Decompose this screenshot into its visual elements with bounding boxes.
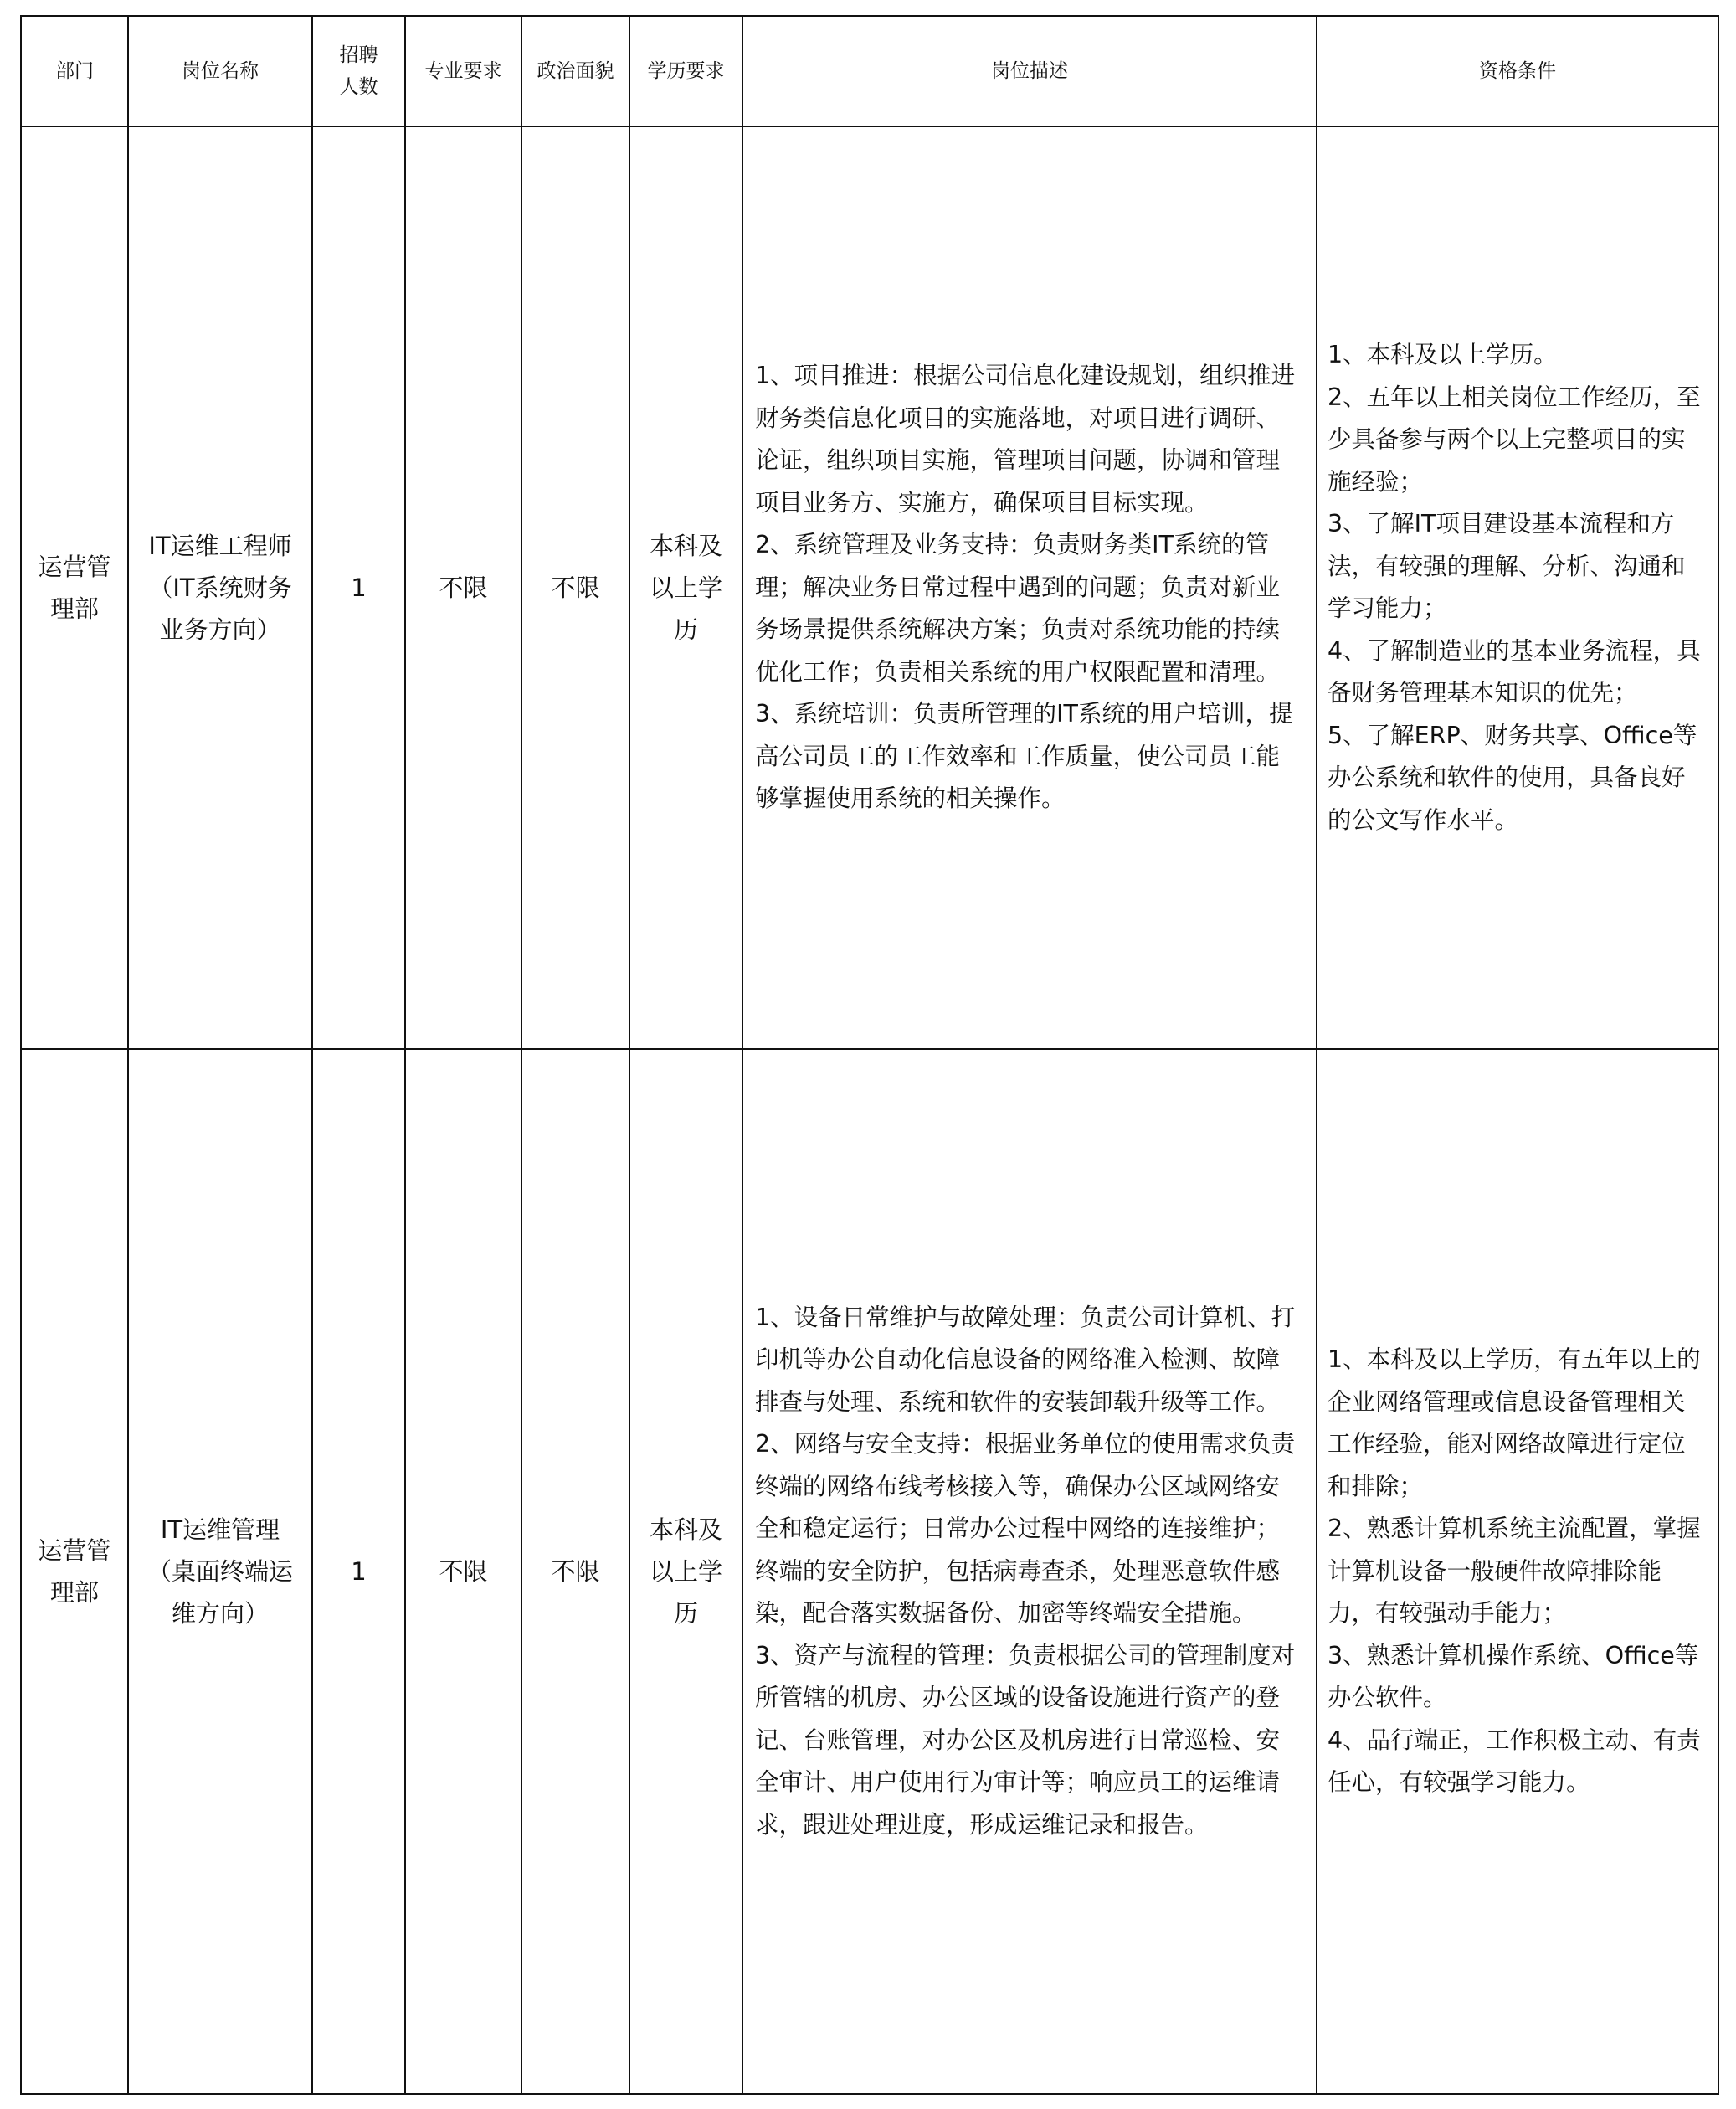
qualifications-text: 1、本科及以上学历，有五年以上的企业网络管理或信息设备管理相关工作经验，能对网络故障进行定位和排除； 2、熟悉计算机系统主流配置，掌握计算机设备一般硬件故障排除能力，有较强动手能力； 3、熟悉计算机操作系统、Office等办公软件。 4、品行端正，工作积极主动、有责任心，有较强学习能力。 (1328, 1345, 1701, 1797)
table-row (21, 126, 1718, 1049)
education-text: 本科及以上学历 (649, 1515, 722, 1628)
department-text: 运营管理部 (38, 1536, 111, 1607)
cell-headcount: 1 (312, 126, 405, 1049)
cell-position (128, 1049, 312, 2094)
header-education: 学历要求 (629, 16, 742, 126)
header-position: 岗位名称 (128, 16, 312, 126)
position-text: IT运维工程师（IT系统财务业务方向） (148, 532, 292, 644)
header-department: 部门 (21, 16, 128, 126)
cell-position (128, 126, 312, 1049)
job-table (20, 15, 1719, 2095)
cell-major: 不限 (405, 126, 521, 1049)
cell-qualifications (1317, 126, 1718, 1049)
header-headcount-text: 招聘 人数 (339, 44, 378, 98)
qualifications-text: 1、本科及以上学历。 2、五年以上相关岗位工作经历，至少具备参与两个以上完整项目的实施经验； 3、了解IT项目建设基本流程和方法，有较强的理解、分析、沟通和学习能力； 4、了解制造业的基本业务流程，具备财务管理基本知识的优先； 5、了解ERP、财务共享、Office等办公系统和软件的使用，具备良好的公文写作水平。 (1328, 341, 1701, 834)
cell-political: 不限 (521, 126, 629, 1049)
cell-political: 不限 (521, 1049, 629, 2094)
header-qualifications: 资格条件 (1317, 16, 1718, 126)
header-description: 岗位描述 (742, 16, 1317, 126)
position-text: IT运维管理（桌面终端运维方向） (146, 1515, 293, 1628)
header-political: 政治面貌 (521, 16, 629, 126)
header-headcount (312, 16, 405, 126)
cell-education (629, 1049, 742, 2094)
cell-description (742, 126, 1317, 1049)
cell-department (21, 1049, 128, 2094)
department-text: 运营管理部 (38, 553, 111, 623)
table-row (21, 1049, 1718, 2094)
header-major: 专业要求 (405, 16, 521, 126)
description-text: 1、设备日常维护与故障处理：负责公司计算机、打印机等办公自动化信息设备的网络准入检测、故障排查与处理、系统和软件的安装卸载升级等工作。 2、网络与安全支持：根据业务单位的使用需求负责终端的网络布线考核接入等，确保办公区域网络安全和稳定运行；日常办公过程中网络的连接维护；终端的安全防护，包括病毒查杀，处理恶意软件感染，配合落实数据备份、加密等终端安全措施。 3、资产与流程的管理：负责根据公司的管理制度对所管辖的机房、办公区域的设备设施进行资产的登记、台账管理，对办公区及机房进行日常巡检、安全审计、用户使用行为审计等；响应员工的运维请求，跟进处理进度，形成运维记录和报告。 (755, 1303, 1296, 1839)
education-text: 本科及以上学历 (649, 532, 722, 644)
cell-major: 不限 (405, 1049, 521, 2094)
cell-headcount: 1 (312, 1049, 405, 2094)
cell-description (742, 1049, 1317, 2094)
header-row (21, 16, 1718, 126)
cell-department (21, 126, 128, 1049)
cell-education (629, 126, 742, 1049)
description-text: 1、项目推进：根据公司信息化建设规划，组织推进财务类信息化项目的实施落地，对项目进行调研、论证，组织项目实施，管理项目问题，协调和管理项目业务方、实施方，确保项目目标实现。 2、系统管理及业务支持：负责财务类IT系统的管理；解决业务日常过程中遇到的问题；负责对新业务场景提供系统解决方案；负责对系统功能的持续优化工作；负责相关系统的用户权限配置和清理。 3、系统培训：负责所管理的IT系统的用户培训，提高公司员工的工作效率和工作质量，使公司员工能够掌握使用系统的相关操作。 (755, 362, 1296, 813)
cell-qualifications (1317, 1049, 1718, 2094)
